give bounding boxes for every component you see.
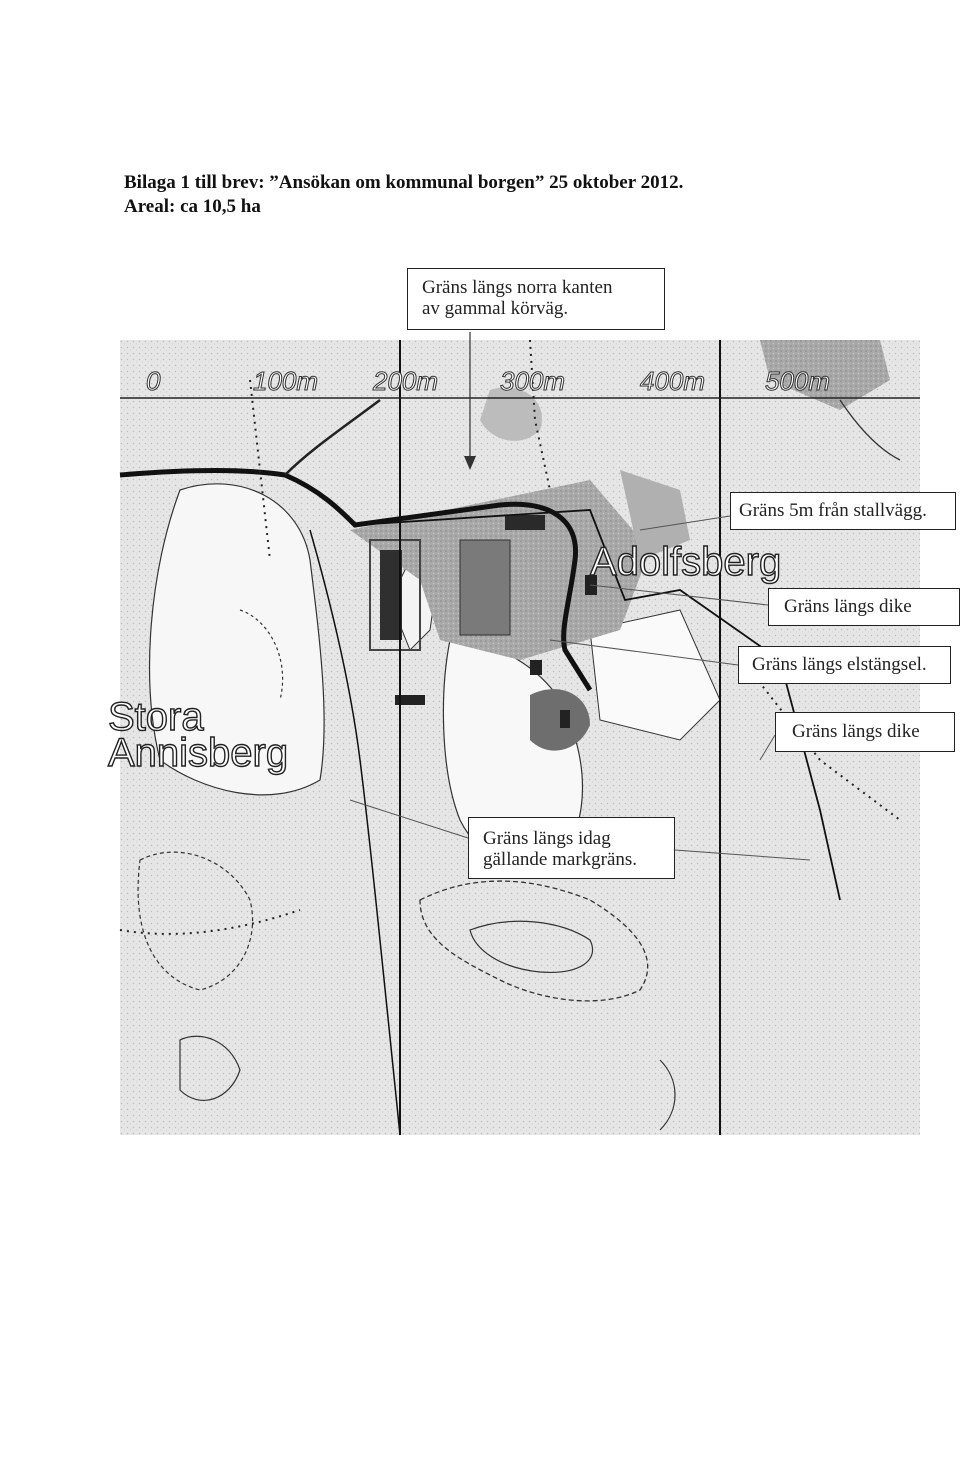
place-stora: Stora [108,695,204,739]
callout-north-line2: av gammal körväg. [422,298,569,319]
callout-north-edge [407,268,665,330]
scale-label-100: 100m [253,366,319,396]
scale-label-300: 300m [500,366,566,396]
callout-electric-fence [738,646,951,684]
callout-ditch-1 [768,588,960,626]
callout-stable-wall [730,492,956,530]
scale-label-0: 0 [146,366,161,396]
callout-property-line2: gällande markgräns. [483,849,638,870]
callout-ditch-1-text: Gräns längs dike [784,596,912,617]
scale-label-500: 500m [765,366,831,396]
callout-property-line [468,817,675,879]
place-adolfsberg: Adolfsberg [590,540,782,584]
callout-stable-text: Gräns 5m från stallvägg. [739,500,927,521]
scale-label-200: 200m [373,366,439,396]
place-annisberg: Annisberg [108,731,289,775]
callout-ditch-2 [775,712,955,752]
header-area: Areal: ca 10,5 ha [124,196,261,217]
callout-north-line1: Gräns längs norra kanten [422,277,613,298]
scale-label-400: 400m [640,366,706,396]
callout-fence-text: Gräns längs elstängsel. [752,654,927,675]
header-title: Bilaga 1 till brev: ”Ansökan om kommunal borgen” 25 oktober 2012. [124,172,684,193]
callout-ditch-2-text: Gräns längs dike [792,721,920,742]
callout-property-line1: Gräns längs idag [483,828,611,849]
